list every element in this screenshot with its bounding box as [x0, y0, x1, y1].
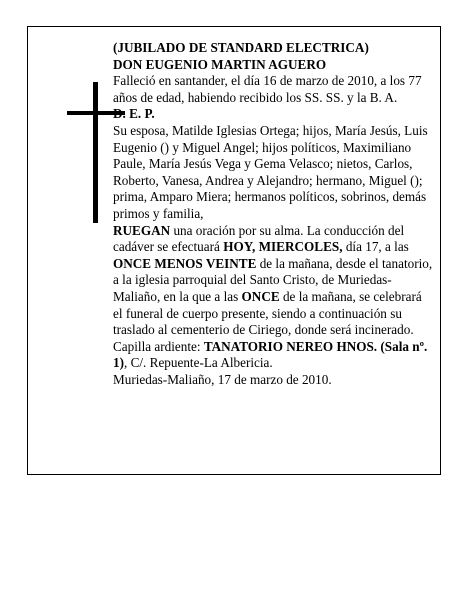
ceremony-details: [113, 223, 433, 372]
obituary-text: [113, 40, 433, 388]
deceased-name: DON EUGENIO MARTIN AGUERO: [113, 56, 327, 72]
date-emphasis: HOY, MIERCOLES,: [223, 239, 343, 255]
ruegan-text: RUEGAN: [113, 222, 171, 238]
death-statement: Falleció en santander, el día 16 de marzo de 2010, a los 77 años de edad, habiendo recibido los SS. SS. y la B. A.: [113, 73, 422, 105]
rip-line: D. E. P.: [113, 106, 155, 122]
family-list: Su esposa, Matilde Iglesias Ortega; hijos, María Jesús, Luis Eugenio () y Miguel Angel; hijos políticos, Maximiliano Paule, María Jesús Vega y Gema Velasco; nietos, Carlos, Roberto, Vanesa, Andrea y Alejandro; hermano, Miguel (); prima, Amparo Miera; hermanos políticos, sobrinos, demás primos y familia,: [113, 122, 428, 221]
ceremony-text-2: día 17, a las: [342, 239, 409, 255]
ceremony-text-5: , C/. Repuente-La Albericia.: [124, 355, 273, 371]
affiliation-line: (JUBILADO DE STANDARD ELECTRICA): [113, 40, 369, 55]
signoff-line: Muriedas-Maliaño, 17 de marzo de 2010.: [113, 371, 332, 387]
chapel-name: TANATORIO NEREO HNOS. (Sala nº. 1): [113, 338, 428, 371]
ceremony-text-1: una oración por su alma. La conducción del cadáver se efectuará: [113, 222, 405, 255]
ceremony-text-3: de la mañana, desde el tanatorio, a la iglesia parroquial del Santo Cristo, de Muriedas-Maliaño, en la que a las: [113, 255, 433, 304]
ceremony-text-4: de la mañana, se celebrará el funeral de cuerpo presente, siendo a continuación su traslado al cementerio de Ciriego, donde será incinerado. Capilla ardiente:: [113, 288, 422, 354]
funeral-time: ONCE: [241, 288, 280, 304]
cross-icon: [93, 82, 98, 223]
time-emphasis: ONCE MENOS VEINTE: [113, 255, 257, 271]
